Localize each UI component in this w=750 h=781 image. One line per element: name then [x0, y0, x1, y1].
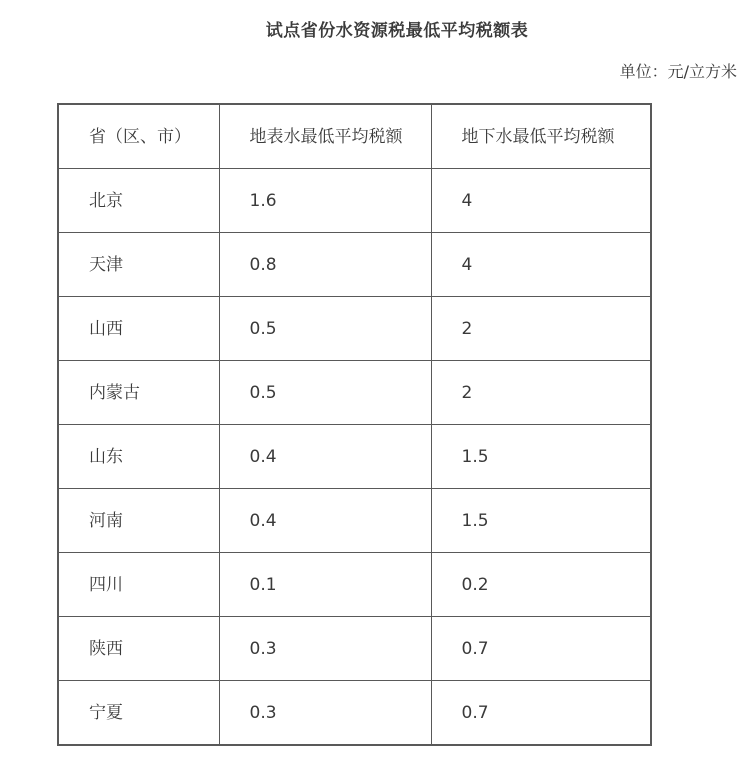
table-row — [58, 553, 651, 617]
groundwater-cell: 0.7 — [431, 681, 651, 746]
province-cell: 北京 — [58, 169, 219, 233]
province-cell: 陕西 — [58, 617, 219, 681]
table-row — [58, 233, 651, 297]
column-header-province: 省（区、市） — [58, 104, 219, 169]
groundwater-cell: 1.5 — [431, 489, 651, 553]
groundwater-cell: 0.2 — [431, 553, 651, 617]
province-cell: 宁夏 — [58, 681, 219, 746]
groundwater-cell: 4 — [431, 169, 651, 233]
groundwater-cell: 4 — [431, 233, 651, 297]
province-cell: 山东 — [58, 425, 219, 489]
column-header-groundwater: 地下水最低平均税额 — [431, 104, 651, 169]
surface-water-cell: 0.4 — [219, 425, 431, 489]
table-row — [58, 361, 651, 425]
province-cell: 四川 — [58, 553, 219, 617]
surface-water-cell: 0.3 — [219, 617, 431, 681]
groundwater-cell: 2 — [431, 297, 651, 361]
province-cell: 天津 — [58, 233, 219, 297]
groundwater-cell: 1.5 — [431, 425, 651, 489]
content-area — [57, 0, 737, 746]
surface-water-cell: 0.4 — [219, 489, 431, 553]
table-row — [58, 425, 651, 489]
surface-water-cell: 0.5 — [219, 297, 431, 361]
page-title: 试点省份水资源税最低平均税额表 — [265, 21, 529, 41]
groundwater-cell: 0.7 — [431, 617, 651, 681]
table-row — [58, 297, 651, 361]
surface-water-cell: 0.5 — [219, 361, 431, 425]
surface-water-cell: 0.1 — [219, 553, 431, 617]
table-row — [58, 169, 651, 233]
unit-label: 单位：元/立方米 — [619, 62, 737, 81]
surface-water-cell: 1.6 — [219, 169, 431, 233]
table-row — [58, 489, 651, 553]
water-tax-table — [57, 103, 652, 746]
header-row — [58, 104, 651, 169]
surface-water-cell: 0.8 — [219, 233, 431, 297]
column-header-surface-water: 地表水最低平均税额 — [219, 104, 431, 169]
table-row — [58, 617, 651, 681]
province-cell: 内蒙古 — [58, 361, 219, 425]
surface-water-cell: 0.3 — [219, 681, 431, 746]
province-cell: 河南 — [58, 489, 219, 553]
table-row — [58, 681, 651, 746]
groundwater-cell: 2 — [431, 361, 651, 425]
province-cell: 山西 — [58, 297, 219, 361]
